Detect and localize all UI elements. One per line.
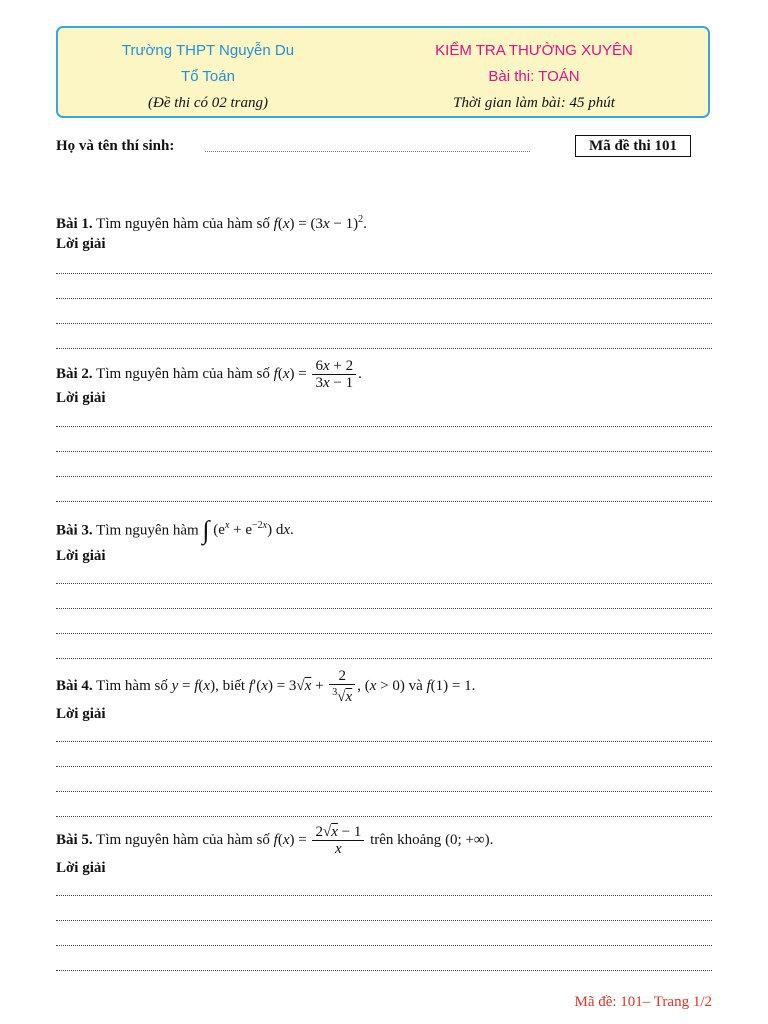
answer-line[interactable] xyxy=(56,426,712,427)
department-name: Tổ Toán xyxy=(181,68,235,85)
problem-4-solution-label: Lời giải xyxy=(56,706,106,722)
answer-line[interactable] xyxy=(56,298,712,299)
problem-5-interval: (0; +∞). xyxy=(445,831,494,848)
problem-2-text: Tìm nguyên hàm của hàm số xyxy=(96,365,270,382)
answer-line[interactable] xyxy=(56,658,712,659)
problem-3-formula: ∫ $(e^x + e^{-2x})$ dx. xyxy=(202,516,294,545)
answer-line[interactable] xyxy=(56,583,712,584)
student-name-label: Họ và tên thí sinh: xyxy=(56,138,175,154)
answer-line[interactable] xyxy=(56,348,712,349)
pages-note: (Đề thi có 02 trang) xyxy=(148,95,268,111)
answer-line[interactable] xyxy=(56,476,712,477)
problem-4-text-2: biết xyxy=(222,677,246,694)
problem-3-solution-label: Lời giải xyxy=(56,548,106,564)
answer-line[interactable] xyxy=(56,608,712,609)
problem-5-text: Tìm nguyên hàm của hàm số xyxy=(96,831,270,848)
student-name-field[interactable] xyxy=(205,150,530,152)
problem-5-label: Bài 5. xyxy=(56,831,93,848)
answer-line[interactable] xyxy=(56,633,712,634)
problem-4-text: Tìm hàm số xyxy=(96,677,168,694)
problem-3-text: Tìm nguyên hàm xyxy=(96,522,199,539)
problem-1-text: Tìm nguyên hàm của hàm số xyxy=(96,216,270,232)
school-name: Trường THPT Nguyễn Du xyxy=(121,42,295,59)
exam-title: KIỂM TRA THƯỜNG XUYÊN xyxy=(435,42,633,59)
problem-2-statement xyxy=(56,358,362,391)
problem-2-label: Bài 2. xyxy=(56,365,93,382)
answer-line[interactable] xyxy=(56,451,712,452)
problem-4-statement xyxy=(56,668,475,705)
answer-line[interactable] xyxy=(56,791,712,792)
problem-3-label: Bài 3. xyxy=(56,522,93,539)
exam-info xyxy=(358,38,710,116)
problem-4-label: Bài 4. xyxy=(56,677,93,694)
answer-line[interactable] xyxy=(56,741,712,742)
answer-line[interactable] xyxy=(56,920,712,921)
problem-3-statement xyxy=(56,516,294,546)
answer-line[interactable] xyxy=(56,945,712,946)
problem-4-condition: f(1) = 1. xyxy=(426,677,476,694)
problem-4-derivative: f′(x) = 3√x + $\frac{2}{^3√x}$ , (x > 0) xyxy=(248,668,405,705)
school-info xyxy=(58,38,358,116)
problem-1-solution-label: Lời giải xyxy=(56,236,106,252)
problem-5-formula: f(x) = $\frac{2√x - 1}{x}$ xyxy=(274,832,367,848)
problem-5-solution-label: Lời giải xyxy=(56,860,106,876)
answer-line[interactable] xyxy=(56,895,712,896)
exam-code-badge: Mã đề thi 101 xyxy=(575,135,691,157)
answer-line[interactable] xyxy=(56,816,712,817)
problem-5-text-2: trên khoảng xyxy=(370,831,442,848)
page-footer: Mã đề: 101– Trang 1/2 xyxy=(574,994,712,1010)
answer-line[interactable] xyxy=(56,501,712,502)
answer-line[interactable] xyxy=(56,273,712,274)
answer-line[interactable] xyxy=(56,323,712,324)
exam-header-box xyxy=(56,26,710,118)
problem-1-statement xyxy=(56,214,367,233)
student-name-label-row xyxy=(56,138,536,155)
problem-4-function: y = f(x), xyxy=(171,677,219,694)
problem-4-text-3: và xyxy=(408,677,423,694)
answer-line[interactable] xyxy=(56,970,712,971)
problem-2-formula: f(x) = $\frac{6x + 2}{3x - 1}$ . xyxy=(273,358,362,391)
exam-duration: Thời gian làm bài: 45 phút xyxy=(453,95,615,111)
problem-2-solution-label: Lời giải xyxy=(56,390,106,406)
problem-1-label: Bài 1. xyxy=(56,216,93,232)
problem-5-statement xyxy=(56,824,493,857)
exam-subject: Bài thi: TOÁN xyxy=(488,68,580,85)
problem-1-formula: $f(x) = (3x - 1)^2$. xyxy=(273,214,367,232)
answer-line[interactable] xyxy=(56,766,712,767)
